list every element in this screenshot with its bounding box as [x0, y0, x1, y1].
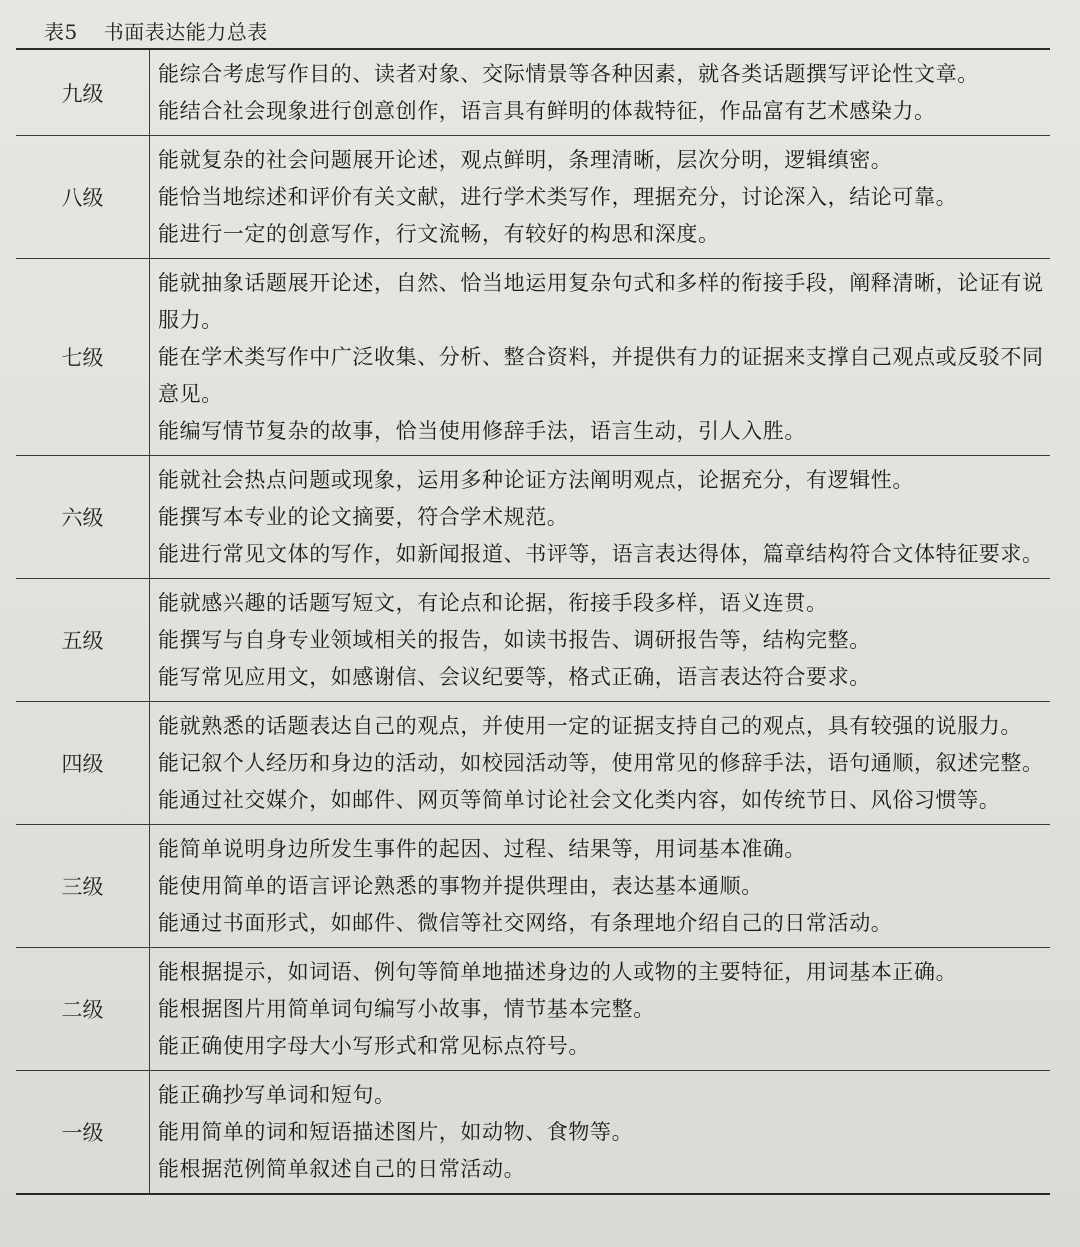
table-row — [16, 50, 1050, 135]
level-label: 一级 — [16, 1071, 150, 1193]
descriptor-item: 能恰当地综述和评价有关文献，进行学术类写作，理据充分，讨论深入，结论可靠。 — [158, 185, 958, 209]
descriptor-item: 能进行一定的创意写作，行文流畅，有较好的构思和深度。 — [158, 222, 720, 246]
descriptor-item: 能通过书面形式，如邮件、微信等社交网络，有条理地介绍自己的日常活动。 — [158, 911, 893, 935]
descriptor-item: 能简单说明身边所发生事件的起因、过程、结果等，用词基本准确。 — [158, 837, 806, 861]
table-row — [16, 824, 1050, 947]
table-row — [16, 258, 1050, 455]
descriptor-list — [150, 702, 1050, 824]
descriptor-list — [150, 456, 1050, 578]
descriptor-list — [150, 136, 1050, 258]
level-label: 三级 — [16, 825, 150, 947]
descriptor-item: 能根据图片用简单词句编写小故事，情节基本完整。 — [158, 997, 655, 1021]
descriptor-item: 能编写情节复杂的故事，恰当使用修辞手法，语言生动，引人入胜。 — [158, 419, 806, 443]
descriptor-item: 能进行常见文体的写作，如新闻报道、书评等，语言表达得体，篇章结构符合文体特征要求。 — [158, 542, 1044, 566]
level-label: 二级 — [16, 948, 150, 1070]
descriptor-list — [150, 825, 1050, 947]
descriptor-item: 能就熟悉的话题表达自己的观点，并使用一定的证据支持自己的观点，具有较强的说服力。 — [158, 714, 1022, 738]
descriptor-item: 能记叙个人经历和身边的活动，如校园活动等，使用常见的修辞手法，语句通顺，叙述完整。 — [158, 751, 1044, 775]
descriptor-item: 能通过社交媒介，如邮件、网页等简单讨论社会文化类内容，如传统节日、风俗习惯等。 — [158, 788, 1001, 812]
level-label: 五级 — [16, 579, 150, 701]
table-row — [16, 578, 1050, 701]
level-label: 九级 — [16, 50, 150, 135]
table-row — [16, 1070, 1050, 1193]
proficiency-table — [16, 48, 1050, 1195]
descriptor-item: 能就感兴趣的话题写短文，有论点和论据，衔接手段多样，语义连贯。 — [158, 591, 828, 615]
table-row — [16, 701, 1050, 824]
descriptor-item: 能撰写与自身专业领域相关的报告，如读书报告、调研报告等，结构完整。 — [158, 628, 871, 652]
descriptor-item: 能结合社会现象进行创意创作，语言具有鲜明的体裁特征，作品富有艺术感染力。 — [158, 99, 936, 123]
level-label: 六级 — [16, 456, 150, 578]
descriptor-item: 能撰写本专业的论文摘要，符合学术规范。 — [158, 505, 569, 529]
table-title: 书面表达能力总表 — [103, 20, 268, 44]
descriptor-item: 能使用简单的语言评论熟悉的事物并提供理由，表达基本通顺。 — [158, 874, 763, 898]
table-row — [16, 135, 1050, 258]
descriptor-item: 能在学术类写作中广泛收集、分析、整合资料，并提供有力的证据来支撑自己观点或反驳不同意见。 — [158, 345, 1044, 406]
level-label: 八级 — [16, 136, 150, 258]
descriptor-item: 能写常见应用文，如感谢信、会议纪要等，格式正确，语言表达符合要求。 — [158, 665, 871, 689]
table-row — [16, 455, 1050, 578]
descriptor-item: 能正确抄写单词和短句。 — [158, 1083, 396, 1107]
descriptor-item: 能就社会热点问题或现象，运用多种论证方法阐明观点，论据充分，有逻辑性。 — [158, 468, 914, 492]
level-label: 四级 — [16, 702, 150, 824]
descriptor-item: 能用简单的词和短语描述图片，如动物、食物等。 — [158, 1120, 634, 1144]
table-number: 表5 — [44, 20, 78, 44]
table-caption — [44, 16, 268, 45]
descriptor-list — [150, 1071, 1050, 1193]
descriptor-list — [150, 50, 1050, 135]
table-row — [16, 947, 1050, 1070]
descriptor-item: 能根据提示，如词语、例句等简单地描述身边的人或物的主要特征，用词基本正确。 — [158, 960, 958, 984]
descriptor-item: 能正确使用字母大小写形式和常见标点符号。 — [158, 1034, 590, 1058]
descriptor-item: 能综合考虑写作目的、读者对象、交际情景等各种因素，就各类话题撰写评论性文章。 — [158, 62, 979, 86]
descriptor-list — [150, 948, 1050, 1070]
descriptor-item: 能就抽象话题展开论述，自然、恰当地运用复杂句式和多样的衔接手段，阐释清晰，论证有说服力。 — [158, 271, 1044, 332]
descriptor-list — [150, 259, 1050, 455]
descriptor-list — [150, 579, 1050, 701]
descriptor-item: 能就复杂的社会问题展开论述，观点鲜明，条理清晰，层次分明，逻辑缜密。 — [158, 148, 893, 172]
descriptor-item: 能根据范例简单叙述自己的日常活动。 — [158, 1157, 526, 1181]
level-label: 七级 — [16, 259, 150, 455]
